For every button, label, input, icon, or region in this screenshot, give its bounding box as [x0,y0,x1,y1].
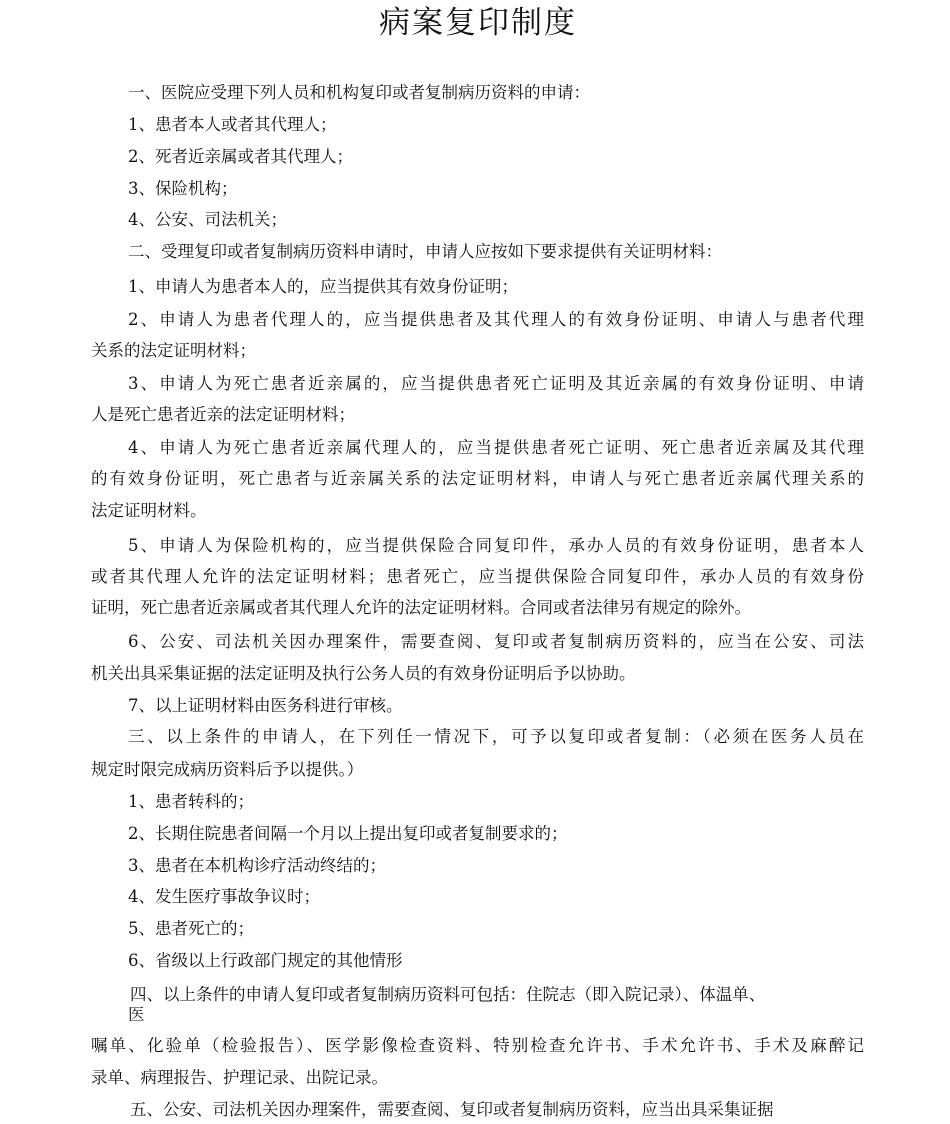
paragraph-line: 3、申请人为死亡患者近亲属的，应当提供患者死亡证明及其近亲属的有效身份证明、申请 [128,374,864,393]
list-item: 1、患者本人或者其代理人； [128,115,337,134]
list-item: 2、长期住院患者间隔一个月以上提出复印或者复制要求的； [128,824,568,843]
list-item: 1、申请人为患者本人的，应当提供其有效身份证明； [128,277,518,296]
list-item: 4、发生医疗事故争议时； [128,887,320,906]
paragraph-line: 6、公安、司法机关因办理案件，需要查阅、复印或者复制病历资料的，应当在公安、司法 [128,632,864,651]
document-title: 病案复印制度 [379,5,577,41]
paragraph-line: 规定时限完成病历资料后予以提供。） [91,760,364,779]
list-item: 7、以上证明材料由医务科进行审核。 [128,696,403,715]
list-item: 2、死者近亲属或者其代理人； [128,147,353,166]
section-heading: 五、公安、司法机关因办理案件，需要查阅、复印或者复制病历资料，应当出具采集证据 [130,1100,774,1119]
section-heading: 二、受理复印或者复制病历资料申请时，申请人应按如下要求提供有关证明材料： [128,242,722,261]
paragraph-line: 或者其代理人允许的法定证明材料；患者死亡，应当提供保险合同复印件，承办人员的有效身份 [91,567,864,586]
paragraph-line: 法定证明材料。 [91,501,207,520]
list-item: 3、患者在本机构诊疗活动终结的； [128,856,386,875]
list-item: 5、患者死亡的； [128,919,254,938]
paragraph-line: 医 [128,1005,145,1024]
paragraph-line: 2、申请人为患者代理人的，应当提供患者及其代理人的有效身份证明、申请人与患者代理 [128,310,864,329]
paragraph-line: 关系的法定证明材料； [91,341,256,360]
paragraph-line: 录单、病理报告、护理记录、出院记录。 [91,1068,388,1087]
paragraph-line: 机关出具采集证据的法定证明及执行公务人员的有效身份证明后予以协助。 [91,664,636,683]
list-item: 1、患者转科的； [128,792,254,811]
paragraph-line: 嘱单、化验单（检验报告）、医学影像检查资料、特别检查允许书、手术允许书、手术及麻醉记 [91,1036,864,1055]
section-heading: 三、以上条件的申请人，在下列任一情况下，可予以复印或者复制：（必须在医务人员在 [128,727,864,746]
paragraph-line: 证明，死亡患者近亲属或者其代理人允许的法定证明材料。合同或者法律另有规定的除外。 [91,598,751,617]
section-heading: 一、医院应受理下列人员和机构复印或者复制病历资料的申请： [128,83,590,102]
paragraph-line: 4、申请人为死亡患者近亲属代理人的，应当提供患者死亡证明、死亡患者近亲属及其代理 [128,438,864,457]
list-item: 3、保险机构； [128,179,238,198]
paragraph-line: 5、申请人为保险机构的，应当提供保险合同复印件，承办人员的有效身份证明，患者本人 [128,536,864,555]
paragraph-line: 的有效身份证明，死亡患者与近亲属关系的法定证明材料，申请人与死亡患者近亲属代理关系的 [91,469,864,488]
list-item: 6、省级以上行政部门规定的其他情形 [128,951,403,970]
section-heading: 四、以上条件的申请人复印或者复制病历资料可包括：住院志（即入院记录）、体温单、 [130,985,766,1004]
paragraph-line: 人是死亡患者近亲的法定证明材料； [91,405,355,424]
list-item: 4、公安、司法机关； [128,210,287,229]
